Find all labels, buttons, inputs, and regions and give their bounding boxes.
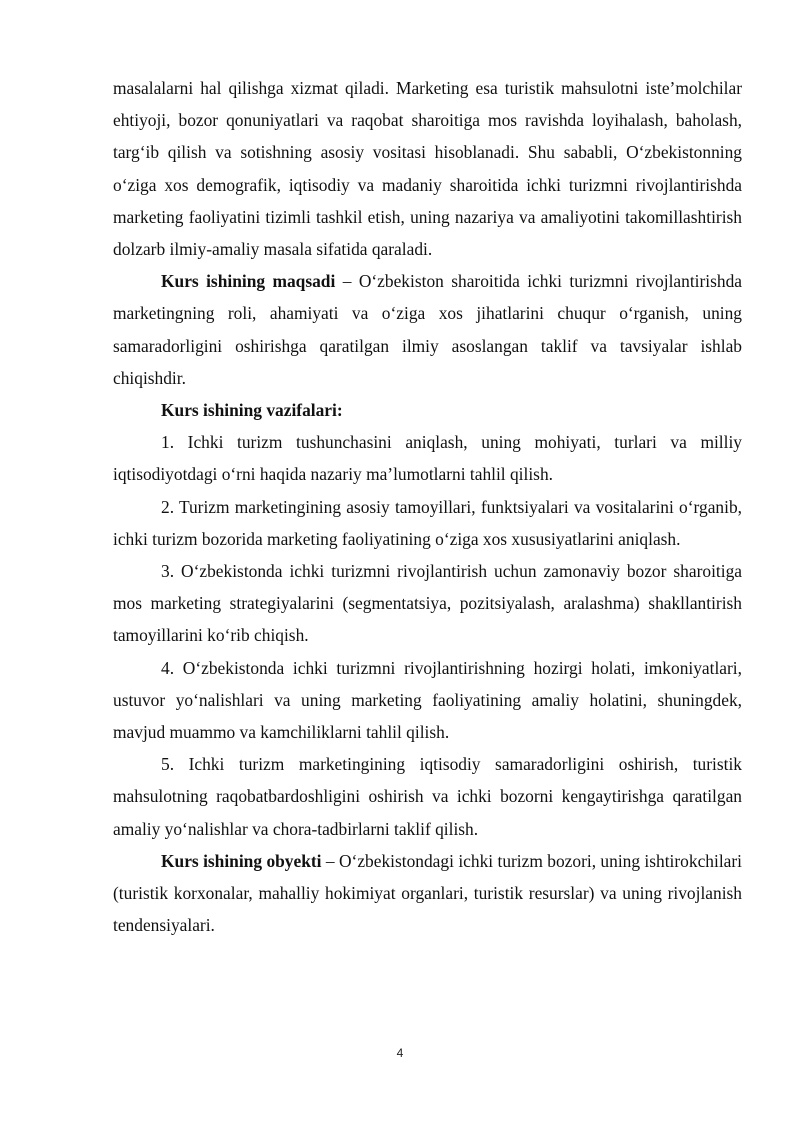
- object-lead: Kurs ishining obyekti: [161, 850, 322, 871]
- aim-paragraph: [113, 265, 742, 394]
- task-item: 5. Ichki turizm marketingining iqtisodiy samaradorligini oshirish, turistik mahsulotning raqobatbardoshligini oshirish va ichki bozorni kengaytirishga qaratilgan amaliy yo‘nalishlar va chora-tadbirlarni taklif qilish.: [113, 754, 742, 839]
- task-item: 4. O‘zbekistonda ichki turizmni rivojlantirishning hozirgi holati, imkoniyatlari, ustuvor yo‘nalishlari va uning marketing faoliyatining amaliy holatini, shuningdek, mavjud muammo va kamchiliklarni tahlil qilish.: [113, 657, 742, 743]
- aim-text: – O‘zbekiston sharoitida ichki turizmni rivojlantirishda marketingning roli, ahamiyati va o‘ziga xos jihatlarini chuqur o‘rganish, uning samaradorligini oshirishga qaratilgan ilmiy asoslangan taklif va tavsiyalar ishlab chiqishdir.: [113, 271, 742, 388]
- object-text: – O‘zbekistondagi ichki turizm bozori, uning ishtirokchilari (turistik korxonalar, mahalliy hokimiyat organlari, turistik resurslar) va uning rivojlanish tendensiyalari.: [113, 850, 742, 936]
- task-item: 2. Turizm marketingining asosiy tamoyillari, funktsiyalari va vositalarini o‘rganib, ichki turizm bozorida marketing faoliyatining o‘ziga xos xususiyatlarini aniqlash.: [113, 496, 742, 549]
- aim-lead: Kurs ishining maqsadi: [161, 271, 336, 292]
- document-body: [113, 72, 742, 941]
- task-item: 1. Ichki turizm tushunchasini aniqlash, uning mohiyati, turlari va milliy iqtisodiyotdagi o‘rni haqida nazariy ma’lumotlarni tahlil qilish.: [113, 432, 742, 485]
- tasks-heading: Kurs ishining vazifalari:: [161, 400, 343, 421]
- page-number: 4: [396, 1046, 404, 1060]
- object-paragraph: [113, 845, 742, 942]
- task-item: 3. O‘zbekistonda ichki turizmni rivojlantirish uchun zamonaviy bozor sharoitiga mos marketing strategiyalarini (segmentatsiya, pozitsiyalash, aralashma) shakllantirish tamoyillarini ko‘rib chiqish.: [113, 561, 742, 646]
- intro-paragraph: masalalarni hal qilishga xizmat qiladi. Marketing esa turistik mahsulotni iste’molchilar ehtiyoji, bozor qonuniyatlari va raqobat sharoitiga mos ravishda loyihalash, baholash, targ‘ib qilish va sotishning asosiy vositasi hisoblanadi. Shu sababli, O‘zbekistonning o‘ziga xos demografik, iqtisodiy va madaniy sharoitida ichki turizmni rivojlantirishda marketing faoliyatini tizimli tashkil etish, uning nazariya va amaliyotini takomillashtirish dolzarb ilmiy-amaliy masala sifatida qaraladi.: [113, 78, 742, 260]
